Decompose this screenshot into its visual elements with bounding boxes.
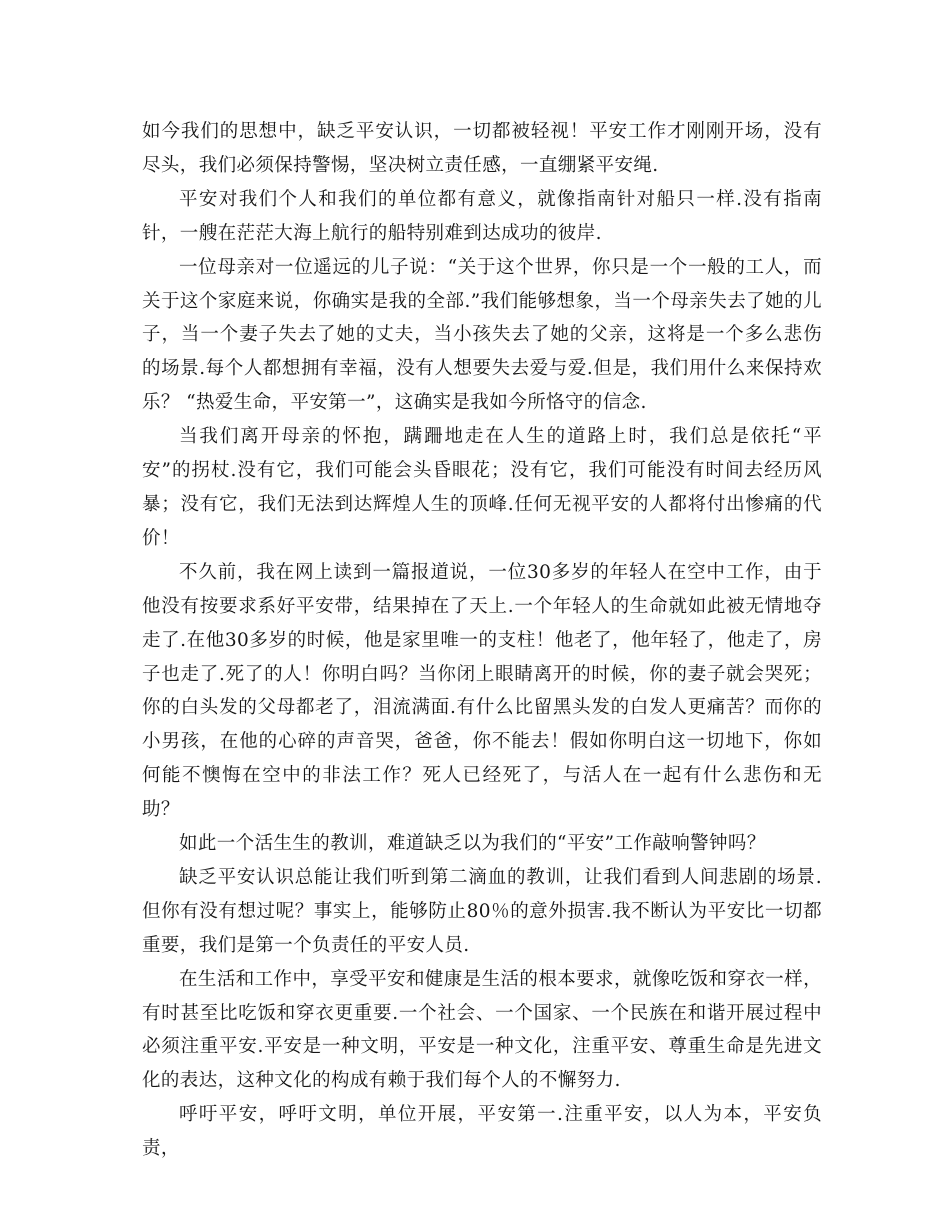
paragraph-4: 当我们离开母亲的怀抱，蹒跚地走在人生的道路上时，我们总是依托“平安”的拐杖.没有它，我们可能会头昏眼花；没有它，我们可能没有时间去经历风暴；没有它，我们无法到达辉煌人生的顶峰.任何无视平安的人都将付出惨痛的代价！ <box>142 426 822 549</box>
paragraph-8: 在生活和工作中，享受平安和健康是生活的根本要求，就像吃饭和穿衣一样，有时甚至比吃饭和穿衣更重要.一个社会、一个国家、一个民族在和谐开展过程中必须注重平安.平安是一种文明，平安是一种文化，注重平安、尊重生命是先进文化的表达，这种文化的构成有赖于我们每个人的不懈努力. <box>142 968 822 1092</box>
paragraph-7: 缺乏平安认识总能让我们听到第二滴血的教训，让我们看到人间悲剧的场景.但你有没有想过呢？事实上，能够防止80％的意外损害.我不断认为平安比一切都重要，我们是第一个负责任的平安人员. <box>142 866 822 956</box>
paragraph-6: 如此一个活生生的教训，难道缺乏以为我们的“平安”工作敲响警钟吗？ <box>179 833 766 855</box>
paragraph-1: 如今我们的思想中，缺乏平安认识，一切都被轻视！平安工作才刚刚开场，没有尽头，我们必须保持警惕，坚决树立责任感，一直绷紧平安绳. <box>142 121 822 176</box>
paragraph-5: 不久前，我在网上读到一篇报道说，一位30多岁的年轻人在空中工作，由于他没有按要求系好平安带，结果掉在了天上.一个年轻人的生命就如此被无情地夺走了.在他30多岁的时候，他是家里唯一的支柱！他老了，他年轻了，他走了，房子也走了.死了的人！你明白吗？当你闭上眼睛离开的时候，你的妻子就会哭死；你的白头发的父母都老了，泪流满面.有什么比留黑头发的白发人更痛苦？而你的小男孩，在他的心碎的声音哭，爸爸，你不能去！假如你明白这一切地下，你如何能不懊悔在空中的非法工作？死人已经死了，与活人在一起有什么悲伤和无助？ <box>142 561 822 821</box>
paragraph-2: 平安对我们个人和我们的单位都有意义，就像指南针对船只一样.没有指南针，一艘在茫茫大海上航行的船特别难到达成功的彼岸. <box>142 188 822 244</box>
paragraph-3: 一位母亲对一位遥远的儿子说：“关于这个世界，你只是一个一般的工人，而关于这个家庭来说，你确实是我的全部.”我们能够想象，当一个母亲失去了她的儿子，当一个妻子失去了她的丈夫，当小孩失去了她的父亲，这将是一个多么悲伤的场景.每个人都想拥有幸福，没有人想要失去爱与爱.但是，我们用什么来保持欢乐？ “热爱生命，平安第一”，这确实是我如今所恪守的信念. <box>142 256 822 414</box>
paragraph-9: 呼吁平安，呼吁文明，单位开展，平安第一.注重平安，以人为本，平安负责， <box>142 1104 822 1160</box>
